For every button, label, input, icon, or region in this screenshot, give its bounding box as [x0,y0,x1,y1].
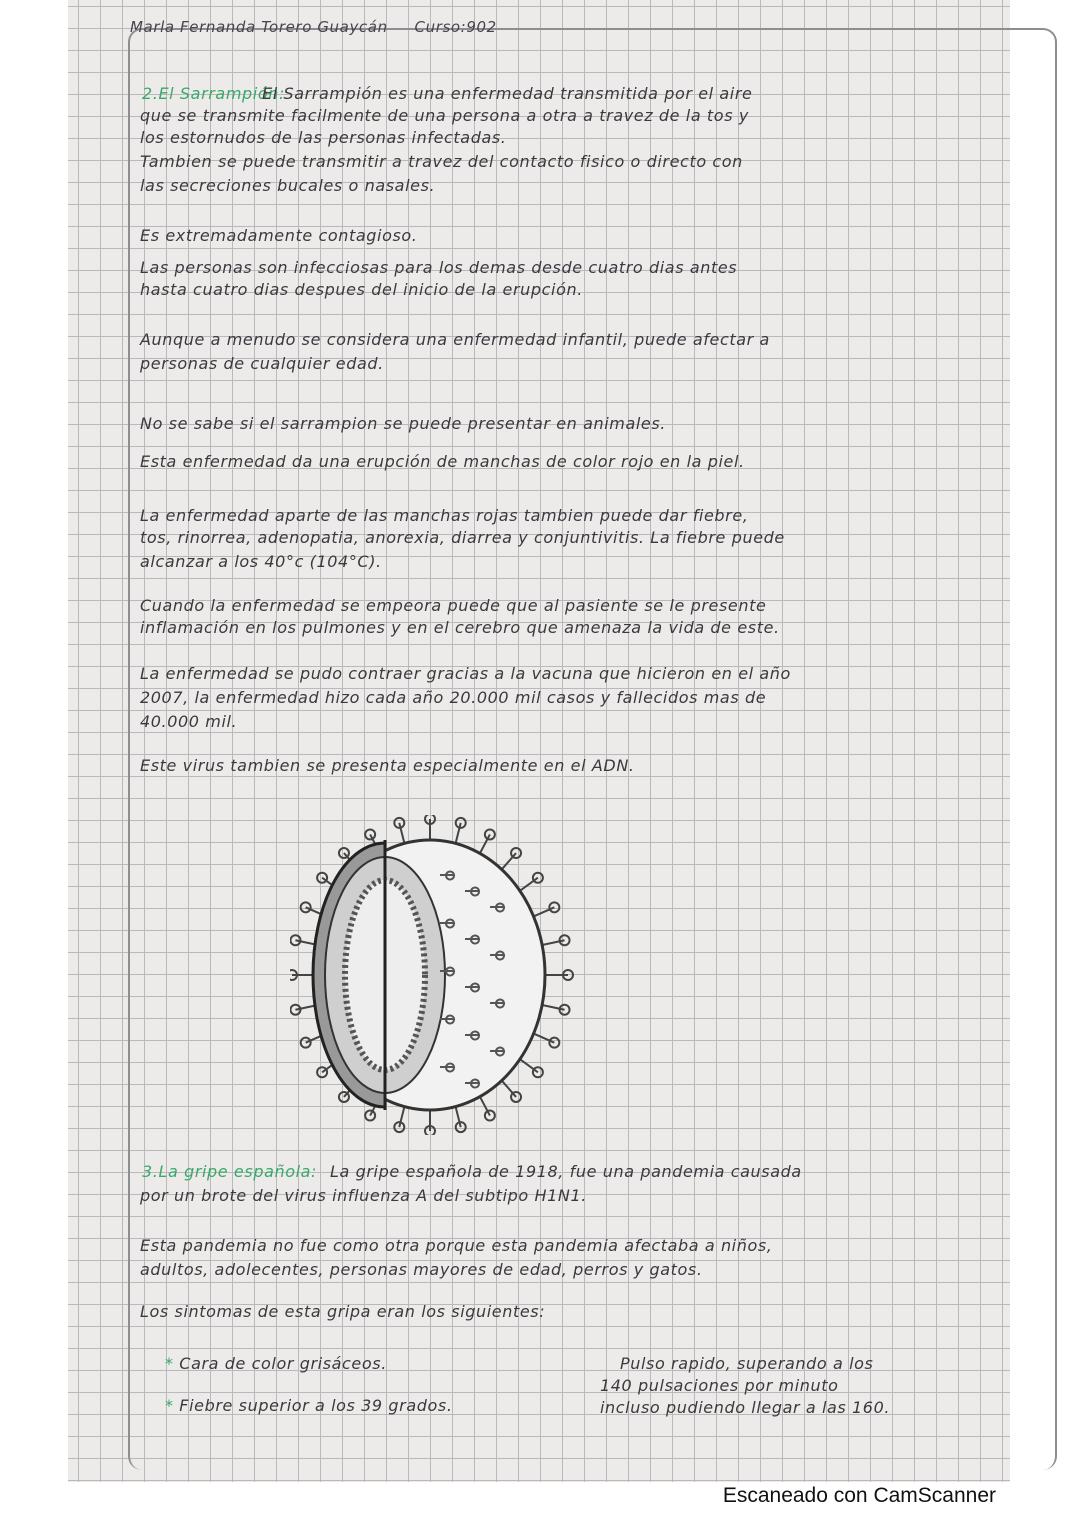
symptom-item: Pulso rapido, superando a los [620,1354,874,1373]
text-line: hasta cuatro dias despues del inicio de la erupción. [140,280,583,299]
symptom-item: * Cara de color grisáceos. [165,1354,387,1373]
section-title: 3.La gripe española: [142,1162,318,1181]
symptom-item: 140 pulsaciones por minuto [600,1376,839,1395]
section-title: 2.El Sarrampión: [142,84,285,103]
scanner-watermark: Escaneado con CamScanner [722,1484,996,1507]
text-line: adultos, adolecentes, personas mayores de edad, perros y gatos. [140,1260,703,1279]
text-line: Esta pandemia no fue como otra porque esta pandemia afectaba a niños, [140,1236,773,1255]
text-line: Este virus tambien se presenta especialmente en el ADN. [140,756,635,775]
symptom-item: * Fiebre superior a los 39 grados. [165,1396,453,1415]
text-line: La gripe española de 1918, fue una pandemia causada [330,1162,802,1181]
text-line: La enfermedad aparte de las manchas rojas tambien puede dar fiebre, [140,506,749,525]
text-line: Las personas son infecciosas para los demas desde cuatro dias antes [140,258,738,277]
text-line: alcanzar a los 40°c (104°C). [140,552,382,571]
course-label: Curso:902 [414,18,497,36]
virus-drawing [290,815,580,1135]
symptom-item: incluso pudiendo llegar a las 160. [600,1398,891,1417]
text-line: Es extremadamente contagioso. [140,226,418,245]
text-line: No se sabe si el sarrampion se puede presentar en animales. [140,414,666,433]
asterisk-bullet-icon: * [165,1354,180,1373]
text-line: personas de cualquier edad. [140,354,384,373]
text-line: Cuando la enfermedad se empeora puede que al pasiente se le presente [140,596,767,615]
text-line: Los sintomas de esta gripa eran los siguientes: [140,1302,546,1321]
text-line: El Sarrampión es una enfermedad transmitida por el aire [262,84,753,103]
text-line: las secreciones bucales o nasales. [140,176,436,195]
text-line: Tambien se puede transmitir a travez del contacto fisico o directo con [140,152,743,171]
text-line: que se transmite facilmente de una persona a otra a travez de la tos y [140,106,749,125]
text-line: La enfermedad se pudo contraer gracias a la vacuna que hicieron en el año [140,664,791,683]
student-name: Marla Fernanda Torero Guaycán Curso:902 [130,18,497,36]
text-line: por un brote del virus influenza A del subtipo H1N1. [140,1186,587,1205]
text-line: tos, rinorrea, adenopatia, anorexia, diarrea y conjuntivitis. La fiebre puede [140,528,785,547]
text-line: inflamación en los pulmones y en el cerebro que amenaza la vida de este. [140,618,780,637]
asterisk-bullet-icon: * [165,1396,180,1415]
text-line: los estornudos de las personas infectadas. [140,128,507,147]
text-line: Aunque a menudo se considera una enfermedad infantil, puede afectar a [140,330,770,349]
text-line: 40.000 mil. [140,712,238,731]
text-line: 2007, la enfermedad hizo cada año 20.000 mil casos y fallecidos mas de [140,688,767,707]
text-line: Esta enfermedad da una erupción de manchas de color rojo en la piel. [140,452,745,471]
